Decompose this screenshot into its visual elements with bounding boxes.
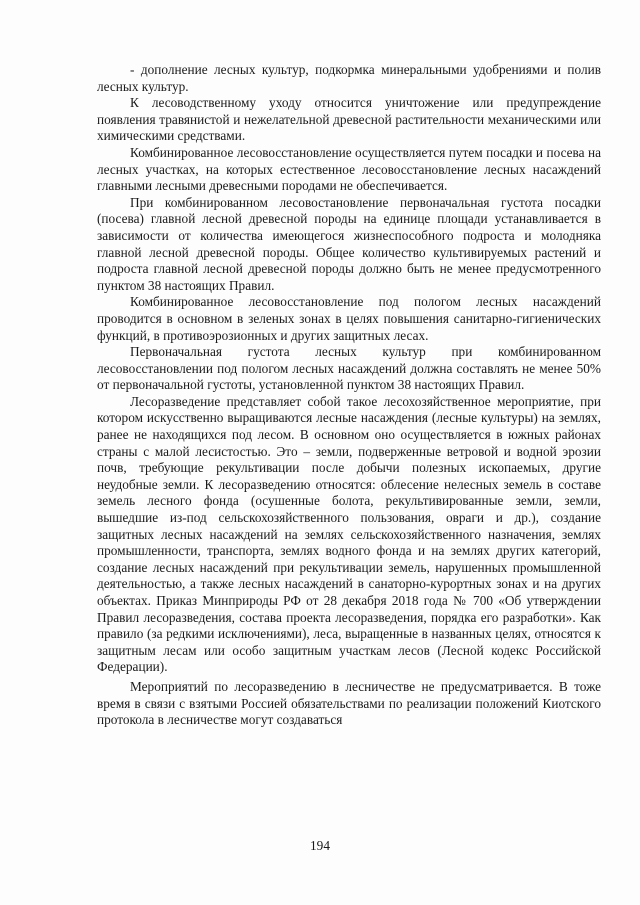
paragraph-forest-culture-additions: - дополнение лесных культур, подкормка минеральными удобрениями и полив лесных культур. xyxy=(97,62,601,94)
document-body xyxy=(97,62,601,729)
paragraph-initial-density: При комбинированном лесовостановление первоначальная густота посадки (посева) главной лесной древесной породы на единице площади устанавливается в зависимости от количества имеющегося жизнеспособного подроста и молодняка главной лесной древесной породы. Общее количество культивируемых растений и подроста главной лесной древесной породы должно быть не менее предусмотренного пунктом 38 настоящих Правил. xyxy=(97,194,601,293)
paragraph-afforestation-measures: Мероприятий по лесоразведению в лесничестве не предусматривается. В тоже время в связи с взятыми Россией обязательствами по реализации положений Киотского протокола в лесничестве могут создаваться xyxy=(97,678,601,728)
paragraph-afforestation: Лесоразведение представляет собой такое лесохозяйственное мероприятие, при котором искусственно выращиваются лесные насаждения (лесные культуры) на землях, ранее не находящихся под лесом. В основном оно осуществляется в южных районах страны с малой лесистостью. Это – земли, подверженные ветровой и водной эрозии почв, требующие рекультивации после добычи полезных ископаемых, другие неудобные земли. К лесоразведению относятся: облесение нелесных земель в составе земель лесного фонда (осушенные болота, рекультивированные земли, земли, вышедшие из-под сельскохозяйственного пользования, овраги и др.), создание защитных лесных насаждений на землях сельскохозяйственного назначения, землях промышленности, транспорта, землях водного фонда и на землях других категорий, создание лесных насаждений при рекультивации земель, нарушенных промышленной деятельностью, а также лесных насаждений в санаторно-курортных зонах и на других объектах. Приказ Минприроды РФ от 28 декабря 2018 года № 700 «Об утверждении Правил лесоразведения, состава проекта лесоразведения, порядка его разработки». Как правило (за редкими исключениями), леса, выращенные в названных целях, относятся к защитным лесам или особо защитным участкам лесов (Лесной кодекс Российской Федерации). xyxy=(97,393,601,675)
paragraph-density-under-canopy: Первоначальная густота лесных культур при комбинированном лесовосстановлении под пологом лесных насаждений должна составлять не менее 50% от первоначальной густоты, установленной пунктом 38 настоящих Правил. xyxy=(97,344,601,393)
paragraph-silvicultural-care: К лесоводственному уходу относится уничтожение или предупреждение появления травянистой и нежелательной древесной растительности механическими или химическими средствами. xyxy=(97,95,601,144)
paragraph-combined-reforestation: Комбинированное лесовосстановление осуществляется путем посадки и посева на лесных участках, на которых естественное лесовосстановление лесных насаждений главными лесными древесными породами не обеспечивается. xyxy=(97,144,601,194)
paragraph-under-canopy: Комбинированное лесовосстановление под пологом лесных насаждений проводится в основном в зеленых зонах в целях повышения санитарно-гигиенических функций, в противоэрозионных и других защитных лесах. xyxy=(97,294,601,343)
page-number: 194 xyxy=(310,838,330,853)
